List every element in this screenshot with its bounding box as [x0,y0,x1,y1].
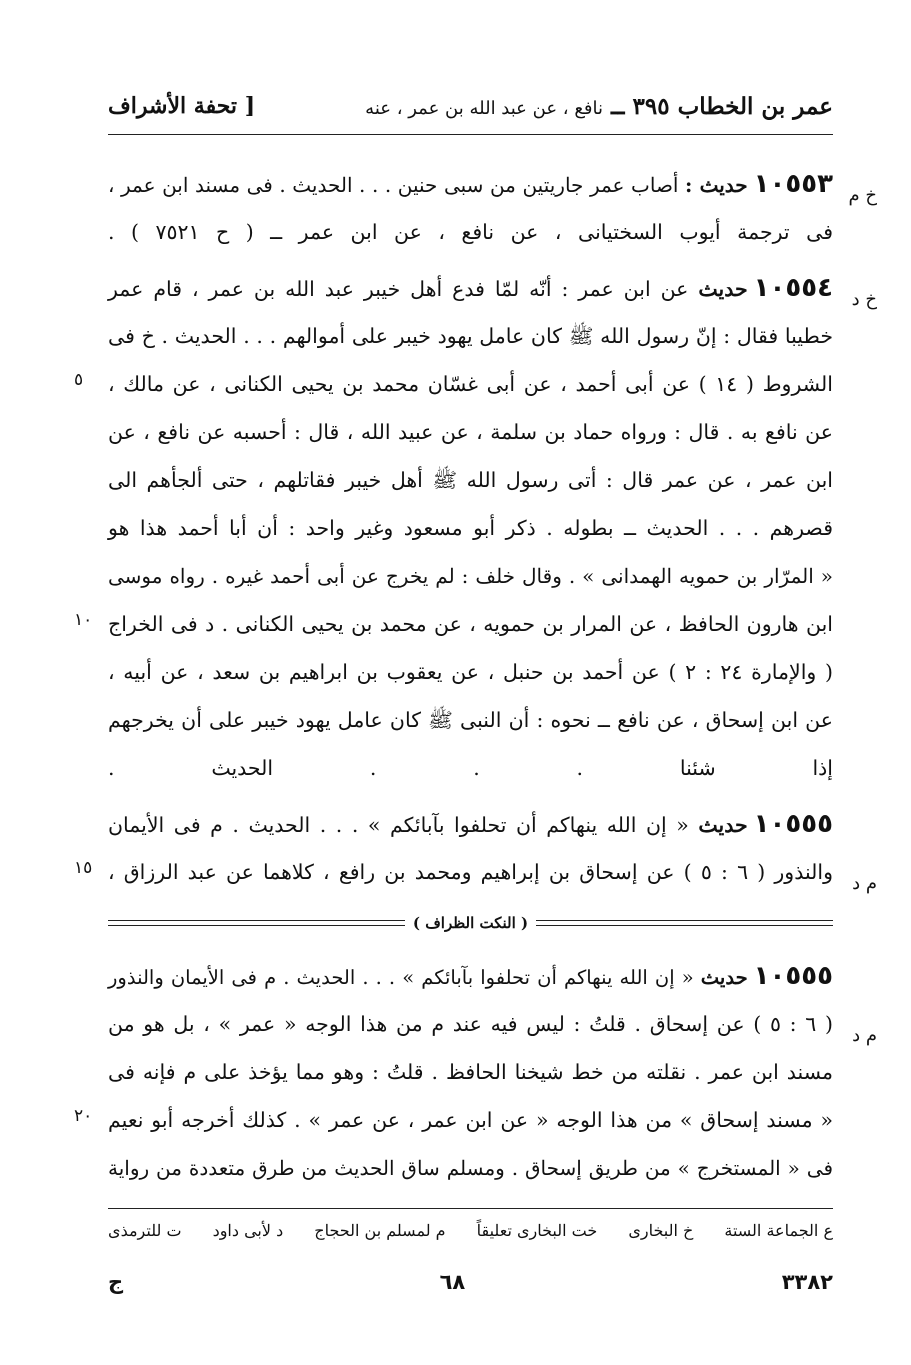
line-text-wrap [108,360,833,408]
line-text-wrap [108,552,833,600]
text-line [108,648,833,696]
text-line [74,1096,833,1144]
line-text-wrap [108,504,833,552]
text-line [108,408,833,456]
line-text-wrap [108,456,833,504]
margin-siglum: خ م [848,185,877,206]
line-text: إذا شئنا . . . الحديث . [108,756,833,780]
text-line [108,744,833,792]
line-text-wrap [108,312,833,360]
divider-line-right [536,920,833,926]
footer-abbrev-item: د لأبى داود [212,1221,284,1240]
footer-abbrev-item: خت البخارى تعليقاً [476,1221,598,1240]
line-text: عن ابن إسحاق ، عن نافع ــ نحوه : أن النبى ﷺ كان عامل يهود خيبر على أن يخرجهم [108,708,833,732]
line-text: مسند ابن عمر . نقلته من خط شيخنا الحافظ . قلتُ : وهو مما يؤخذ على م فإنه فى [108,1060,833,1084]
line-text-wrap [108,600,833,648]
divider-line-left [108,920,405,926]
entry-first-line [108,800,833,848]
divider-label: ( النكت الظراف ) [412,914,529,932]
hadith-number: ١٠٥٥٥ [753,809,833,839]
line-text: ( والإمارة ٢٤ : ٢ ) عن أحمد بن حنبل ، عن يعقوب بن ابراهيم بن سعد ، عن أبيه ، [108,660,833,684]
page-numbers [108,1265,833,1299]
page-number-center: ٦٨ [439,1270,466,1294]
text-line [74,600,833,648]
line-text: أصاب عمر جاريتين من سبى حنين . . . الحديث . فى مسند ابن عمر ، [108,173,679,197]
text-line [108,1048,833,1096]
text-line [108,696,833,744]
line-text-wrap [108,264,833,313]
line-text: فى ترجمة أيوب السختيانى ، عن نافع ، عن ابن عمر ــ ( ح ٧٥٢١ ) . [108,220,833,244]
line-text-wrap [108,648,833,696]
hadith-number: ١٠٥٥٥ [753,961,833,991]
line-text: « إن الله ينهاكم أن تحلفوا بآبائكم » . . . الحديث . م فى الأيمان [108,813,689,837]
main-text [74,160,877,896]
footer-abbrev-item: خ البخارى [628,1221,694,1240]
line-text: الشروط ( ١٤ ) عن أبى أحمد ، عن أبى غسّان محمد بن يحيى الكنانى ، عن مالك ، [108,372,833,396]
running-title [365,93,833,120]
footer-abbrev-item: ت للترمذى [108,1221,182,1240]
entry-first-line [108,952,833,1000]
hadith-label: حديث : [685,173,748,197]
line-text: ابن عمر ، عن عمر قال : أتى رسول الله ﷺ أهل خيبر فقاتلهم ، حتى ألجأهم الى [108,468,833,492]
line-text-wrap [108,848,833,896]
line-text-wrap [108,208,833,256]
footer-abbreviations [108,1216,833,1246]
line-text-wrap [108,800,833,849]
hadith-label: حديث [698,813,748,837]
footer-abbrev-item: م لمسلم بن الحجاج [314,1221,446,1240]
line-text-wrap [108,744,833,792]
notes-text [74,952,877,1192]
text-line [74,360,833,408]
text-line [108,504,833,552]
margin-siglum: م د [852,873,877,894]
line-number: ١٥ [74,858,93,878]
page-number-right: ٣٣٨٢ [781,1270,833,1294]
line-text-wrap [108,1144,833,1192]
line-text: ابن هارون الحافظ ، عن المرار بن حمويه ، عن محمد بن يحيى الكنانى . د فى الخراج [108,612,833,636]
line-text: والنذور ( ٦ : ٥ ) عن إسحاق بن إبراهيم ومحمد بن رافع ، كلاهما عن عبد الرزاق ، [108,860,833,884]
line-text: قصرهم . . . الحديث ــ بطوله . ذكر أبو مسعود وغير واحد : أن أبا أحمد هذا هو [108,516,833,540]
line-number: ٥ [74,370,84,390]
page-number-left: ج [108,1270,124,1294]
hadith-label: حديث [700,966,748,989]
running-header [108,84,833,128]
hadith-label: حديث [698,277,748,301]
footer-rule [108,1208,833,1209]
book-title: [ تحفة الأشراف [108,93,256,119]
line-text: فى « المستخرج » من طريق إسحاق . ومسلم ساق الحديث من طرق متعددة من رواية [108,1156,833,1180]
line-text-wrap [108,1048,833,1096]
line-number: ١٠ [74,610,93,630]
line-text-wrap [108,408,833,456]
text-line [108,1144,833,1192]
header-rule [108,134,833,135]
running-title-main: عمر بن الخطاب ٣٩٥ ــ [611,92,833,120]
line-text: « إن الله ينهاكم أن تحلفوا بآبائكم » . . . الحديث . م فى الأيمان والنذور [108,966,694,989]
margin-siglum: م د [852,1025,877,1046]
hadith-number: ١٠٥٥٣ [753,169,834,199]
line-text: عن نافع به . قال : ورواه حماد بن سلمة ، عن عبيد الله ، قال : أحسبه عن نافع ، عن [108,420,833,444]
line-text-wrap [108,160,833,209]
margin-siglum: خ د [851,289,877,310]
line-text: خطيبا فقال : إنّ رسول الله ﷺ كان عامل يهود خيبر على أموالهم . . . الحديث . خ فى [108,324,833,348]
text-line [108,312,833,360]
text-line [108,552,833,600]
footer-abbrev-item: ع الجماعة الستة [724,1221,833,1240]
line-text-wrap [108,1000,833,1048]
text-line [108,208,833,256]
line-text-wrap [108,1096,833,1144]
line-text: « المرّار بن حمويه الهمدانى » . وقال خلف : لم يخرج عن أبى أحمد غيره . رواه موسى [108,564,833,588]
line-text: ( ٦ : ٥ ) عن إسحاق . قلتُ : ليس فيه عند م من هذا الوجه « عمر » ، بل هو من [108,1012,833,1036]
entry-first-line [108,160,877,208]
hadith-number: ١٠٥٥٤ [753,273,833,303]
line-number: ٢٠ [74,1106,93,1126]
line-text-wrap [108,696,833,744]
text-line [74,848,877,896]
text-line [108,1000,877,1048]
line-text: « مسند إسحاق » من هذا الوجه « عن ابن عمر ، عن عمر » . كذلك أخرجه أبو نعيم [108,1108,833,1132]
line-text-wrap [108,952,833,1002]
line-text: عن ابن عمر : أنّه لمّا فدع أهل خيبر عبد الله بن عمر ، قام عمر [108,277,689,301]
running-title-rest: نافع ، عن عبد الله بن عمر ، عنه [365,97,604,119]
text-line [108,456,833,504]
notes-divider [108,908,833,938]
entry-first-line [108,264,877,312]
